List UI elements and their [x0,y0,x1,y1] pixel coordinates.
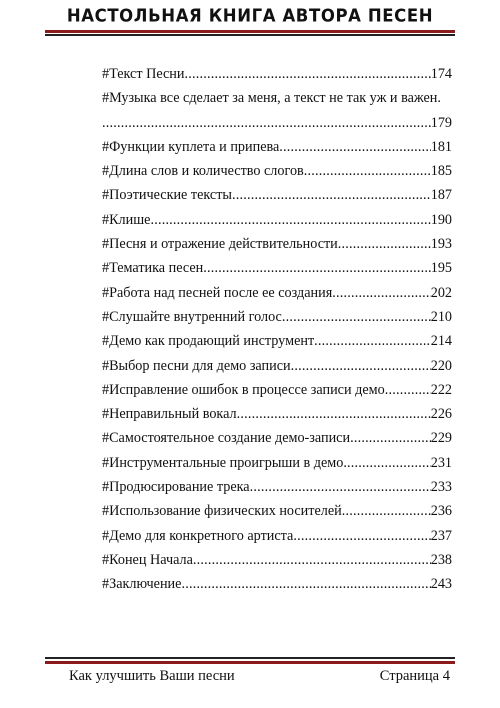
toc-entry-page: 187 [430,187,452,204]
toc-entry[interactable] [102,576,452,600]
toc-entry-title: #Длина слов и количество слогов [102,163,304,180]
toc-entry-leader [338,236,431,253]
toc-entry[interactable] [102,358,452,382]
toc-entry-page: 181 [430,138,452,155]
toc-entry-leader [385,382,431,399]
toc-entry-leader [184,66,430,83]
toc-entry[interactable] [102,163,452,187]
toc-entry-leader [237,406,431,423]
toc-entry[interactable] [102,406,452,430]
toc-entry-title: #Конец Начала [102,551,193,568]
toc-entry-leader [150,212,430,229]
header-rule-red [45,30,455,33]
toc-entry-title: #Функции куплета и припева [102,138,280,155]
toc-entry-leader [304,163,431,180]
toc-entry-title: #Заключение [102,576,182,593]
toc-entry-page: 185 [430,163,452,180]
toc-entry[interactable] [102,309,452,333]
toc-entry-title: #Демо для конкретного артиста [102,527,294,544]
toc-entry[interactable] [102,382,452,406]
toc-entry-leader [293,528,430,545]
toc-entry-page: 190 [430,211,452,228]
toc-entry-page: 231 [430,454,452,471]
toc-entry-leader [232,187,431,204]
toc-entry-title: #Продюсирование трека [102,479,250,496]
toc-entry-leader [102,115,431,132]
toc-entry-page: 243 [430,576,452,593]
toc-entry-title: #Работа над песней после ее создания [102,284,333,301]
toc-entry-leader [332,285,431,302]
toc-entry-leader [279,139,430,156]
toc-entry[interactable] [102,430,452,454]
toc-entry-page: 195 [430,260,452,277]
toc-entry-title: #Музыка все сделает за меня, а текст не так уж и важен. [102,90,441,107]
toc-entry-page: 236 [430,503,452,520]
toc-entry-leader [181,576,430,593]
toc-entry-title: #Тематика песен [102,260,204,277]
toc-entry-leader [282,309,431,326]
toc-entry-title: #Поэтические тексты [102,187,232,204]
toc-entry[interactable] [102,479,452,503]
footer-page-number: Страница 4 [379,668,450,684]
toc-entry-title: #Инструментальные проигрыши в демо [102,454,344,471]
toc-entry-title: #Исправление ошибок в процессе записи демо [102,381,385,398]
toc-entry-page: 238 [430,551,452,568]
toc-entry-title: #Клише [102,211,151,228]
footer-rule-dark [45,657,455,659]
toc-entry[interactable] [102,212,452,236]
toc-entry-leader [203,260,430,277]
toc-entry-page: 179 [430,114,452,131]
toc-entry-title: #Самостоятельное создание демо-записи [102,430,351,447]
toc-entry-leader [193,552,431,569]
toc-entry[interactable] [102,285,452,309]
toc-entry-page: 220 [430,357,452,374]
toc-entry-page: 193 [430,236,452,253]
toc-entry-title: #Неправильный вокал [102,406,237,423]
toc-entry[interactable] [102,139,452,163]
toc-entry[interactable] [102,66,452,90]
toc-entry[interactable] [102,236,452,260]
toc-entry-leader [291,358,431,375]
toc-entry[interactable] [102,333,452,357]
footer-book-title: Как улучшить Ваши песни [69,668,235,684]
toc-entry-title: #Песня и отражение действительности [102,236,338,253]
table-of-contents [102,66,452,601]
toc-entry[interactable] [102,528,452,552]
toc-entry[interactable] [102,90,452,114]
toc-entry-page: 226 [430,406,452,423]
toc-entry[interactable] [102,503,452,527]
toc-entry-continuation[interactable] [102,115,452,139]
toc-entry-leader [343,455,430,472]
toc-entry-page: 233 [430,479,452,496]
toc-entry-title: #Слушайте внутренний голос [102,308,282,325]
toc-entry-page: 210 [430,308,452,325]
footer-rule-red [45,661,455,664]
page-header-title: НАСТОЛЬНАЯ КНИГА АВТОРА ПЕСЕН [66,5,434,26]
toc-entry[interactable] [102,187,452,211]
toc-entry-title: #Демо как продающий инструмент [102,333,315,350]
toc-entry-title: #Использование физических носителей [102,503,342,520]
toc-entry-page: 174 [430,66,452,82]
toc-entry-leader [250,479,431,496]
toc-entry-page: 222 [430,381,452,398]
toc-entry-page: 214 [430,333,452,350]
toc-entry-leader [314,333,431,350]
toc-entry[interactable] [102,260,452,284]
toc-entry-page: 229 [430,430,452,447]
toc-entry[interactable] [102,455,452,479]
header-rule-dark [45,34,455,36]
toc-entry-leader [350,430,431,447]
toc-entry-page: 237 [430,527,452,544]
toc-entry-title: #Выбор песни для демо записи [102,357,291,374]
toc-entry-leader [342,503,431,520]
toc-entry-title: #Текст Песни [102,66,185,82]
toc-entry-page: 202 [430,284,452,301]
toc-entry[interactable] [102,552,452,576]
